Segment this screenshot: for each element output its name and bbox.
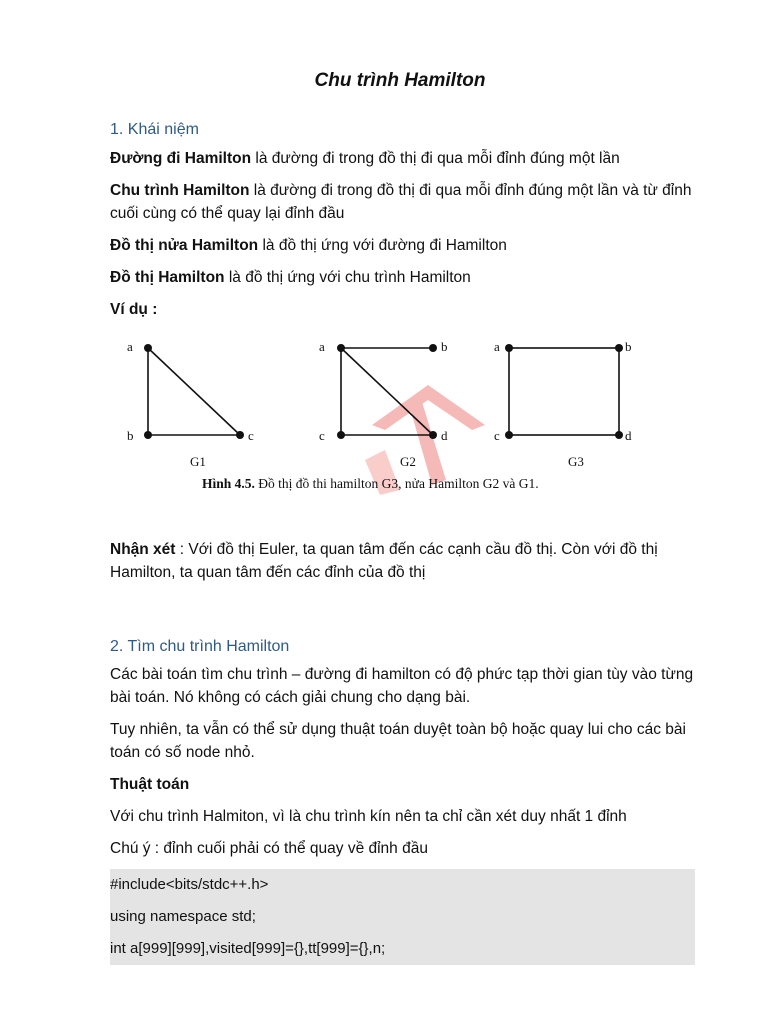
- vertex-label-d: d: [625, 428, 632, 443]
- code-line: #include<bits/stdc++.h>: [110, 876, 269, 893]
- term: Nhận xét: [110, 541, 176, 558]
- vertex-d: [429, 431, 437, 439]
- code-block: [110, 869, 695, 965]
- definition-semi-hamilton-graph: [110, 234, 710, 257]
- definition-text: là đồ thị ứng với chu trình Hamilton: [224, 269, 471, 286]
- example-label: [110, 298, 710, 321]
- graph-g1: [127, 339, 254, 469]
- remark-paragraph: [110, 538, 710, 584]
- figure-caption: [202, 476, 539, 491]
- graph-label-g2: G2: [400, 454, 416, 469]
- page-title: Chu trình Hamilton: [314, 70, 486, 91]
- vertex-b: [144, 431, 152, 439]
- definition-text: là đồ thị ứng với đường đi Hamilton: [258, 237, 507, 254]
- section-heading-concept: 1. Khái niệm: [110, 121, 199, 138]
- graph-figure: [110, 330, 710, 505]
- algorithm-heading: [110, 773, 710, 796]
- paragraph-complexity: Các bài toán tìm chu trình – đường đi hamilton có độ phức tạp thời gian tùy vào từng bài toán. Nó không có cách giải chung cho dạng bài.: [110, 666, 694, 706]
- vertex-b: [429, 344, 437, 352]
- vertex-label-b: b: [625, 339, 632, 354]
- term: Chu trình Hamilton: [110, 182, 250, 199]
- caption-number: Hình 4.5.: [202, 476, 255, 491]
- definition-hamilton-path: [110, 147, 710, 170]
- term: Đồ thị Hamilton: [110, 269, 225, 286]
- definition-text: là đường đi trong đồ thị đi qua mỗi đỉnh đúng một lần: [251, 150, 620, 167]
- definition-hamilton-graph: [110, 266, 710, 289]
- vertex-label-c: c: [319, 428, 325, 443]
- vertex-c: [337, 431, 345, 439]
- term: Đường đi Hamilton: [110, 150, 252, 167]
- section-heading-find-cycle: 2. Tìm chu trình Hamilton: [110, 638, 290, 655]
- vertex-label-b: b: [127, 428, 134, 443]
- vertex-label-b: b: [441, 339, 448, 354]
- caption-text: Đồ thị đồ thi hamilton G3, nửa Hamilton G2 và G1.: [254, 476, 539, 491]
- definition-hamilton-cycle: [110, 179, 710, 225]
- code-line: int a[999][999],visited[999]={},tt[999]={},n;: [110, 940, 386, 957]
- vertex-a: [505, 344, 513, 352]
- vertex-b: [615, 344, 623, 352]
- paragraph-single-vertex: Với chu trình Halmiton, vì là chu trình kín nên ta chỉ cần xét duy nhất 1 đỉnh: [110, 808, 627, 825]
- graph-label-g1: G1: [190, 454, 206, 469]
- paragraph-backtracking: Tuy nhiên, ta vẫn có thể sử dụng thuật toán duyệt toàn bộ hoặc quay lui cho các bài toán có số node nhỏ.: [110, 721, 686, 761]
- vertex-label-a: a: [127, 339, 133, 354]
- graph-g3: [494, 339, 632, 469]
- graph-label-g3: G3: [568, 454, 584, 469]
- code-line: using namespace std;: [110, 908, 256, 925]
- vertex-label-c: c: [248, 428, 254, 443]
- vertex-c: [236, 431, 244, 439]
- term: Đồ thị nửa Hamilton: [110, 237, 259, 254]
- definition-text: là đường đi trong đồ thị đi qua mỗi đỉnh đúng một lần và từ đỉnh cuối cùng có thể quay lại đỉnh đầu: [110, 182, 692, 222]
- vertex-c: [505, 431, 513, 439]
- vertex-label-c: c: [494, 428, 500, 443]
- paragraph-note: Chú ý : đỉnh cuối phải có thể quay về đỉnh đầu: [110, 840, 428, 857]
- remark-text: : Với đồ thị Euler, ta quan tâm đến các cạnh cầu đồ thị. Còn với đồ thị Hamilton, ta quan tâm đến các đỉnh của đồ thị: [110, 541, 658, 581]
- example-text: Ví dụ :: [110, 301, 158, 318]
- vertex-label-d: d: [441, 428, 448, 443]
- vertex-label-a: a: [319, 339, 325, 354]
- vertex-d: [615, 431, 623, 439]
- vertex-label-a: a: [494, 339, 500, 354]
- vertex-a: [144, 344, 152, 352]
- algorithm-heading-text: Thuật toán: [110, 776, 190, 793]
- vertex-a: [337, 344, 345, 352]
